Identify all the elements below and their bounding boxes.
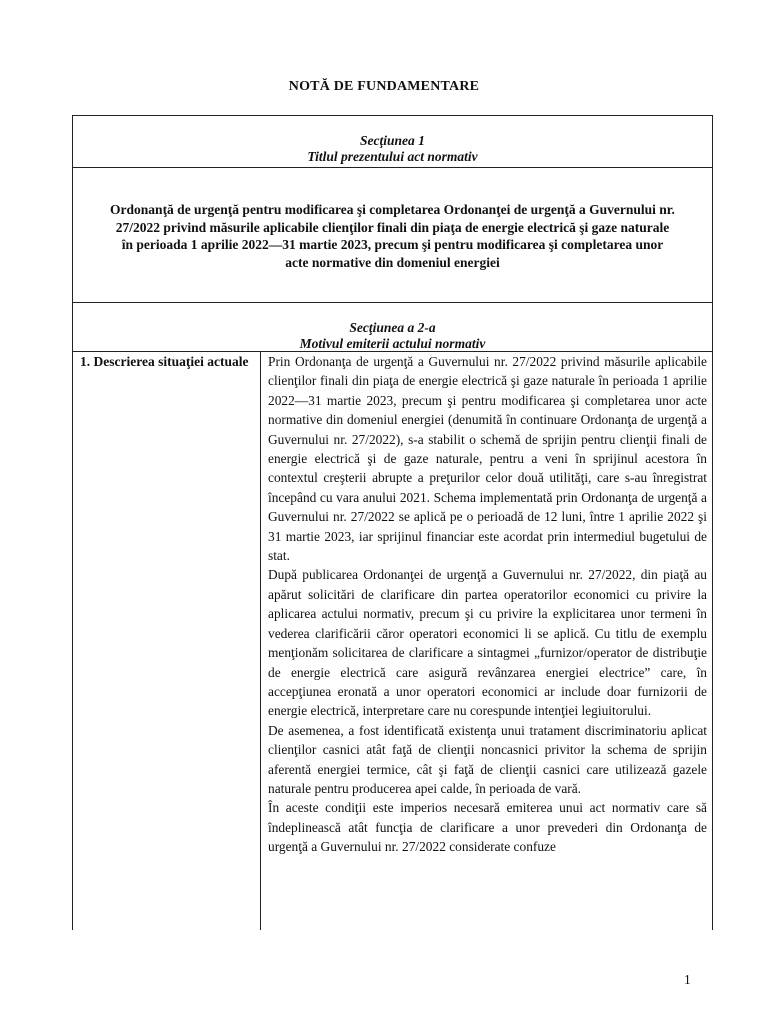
table-divider xyxy=(73,167,712,168)
document-title: NOTĂ DE FUNDAMENTARE xyxy=(288,79,480,94)
current-situation-text xyxy=(268,352,707,857)
fundamentation-table xyxy=(72,115,713,930)
paragraph: De asemenea, a fost identificată existenţa unui tratament discriminatoriu aplicat clienţilor casnici atât faţă de clienţii noncasnici privitor la schema de sprijin aferentă energiei termice, cât şi faţă de clienţii casnici care utilizează gazele naturale pentru producerea apei calde, în perioada de vară. xyxy=(268,722,707,796)
row-label-current-situation: 1. Descrierea situaţiei actuale xyxy=(80,354,249,369)
paragraph: După publicarea Ordonanţei de urgenţă a Guvernului nr. 27/2022, din piaţă au apărut solicitări de clarificare din partea operatorilor economici cu privire la aplicarea actului normativ, precum şi cu privire la explicitarea unor termeni în vederea clarificării căror operatori economici li se aplică. Cu titlu de exemplu menţionăm solicitarea de clarificare a sintagmei „furnizor/operator de distribuţie de energie electrică care asigură revânzarea energiei electrice” care, în accepţiunea eronată a unor operatori economici ar include doar furnizorii de energie electrică, interpretare care nu corespunde intenţiei legiuitorului. xyxy=(268,567,707,719)
act-title: Ordonanţă de urgenţă pentru modificarea şi completarea Ordonanţei de urgenţă a Guvernului nr. 27/2022 privind măsurile aplicabile clienţilor finali din piaţa de energie electrică şi gaze naturale în perioada 1 aprilie 2022—31 martie 2023, precum şi pentru modificarea şi completarea unor acte normative din domeniul energiei xyxy=(110,202,675,270)
paragraph: În aceste condiţii este imperios necesară emiterea unui act normativ care să îndeplinească atât funcţia de clarificare a unor prevederi din Ordonanţa de urgenţă a Guvernului nr. 27/2022 considerate confuze xyxy=(268,800,707,855)
section-1-subheading: Titlul prezentului act normativ xyxy=(307,149,478,164)
column-divider xyxy=(260,352,261,930)
paragraph: Prin Ordonanţa de urgenţă a Guvernului nr. 27/2022 privind măsurile aplicabile clienţilor finali din piaţa de energie electrică şi gaze naturale în perioada 1 aprilie 2022—31 martie 2023, precum şi pentru modificarea şi completarea unor acte normative din domeniul energiei (denumită în continuare Ordonanţa de urgenţă a Guvernului nr. 27/2022), s-a stabilit o schemă de sprijin pentru clienţii finali de energie electrică şi de gaze naturale, pentru a veni în sprijinul acestora în contextul creşterii abrupte a preţurilor celor două utilităţi, care s-au înregistrat începând cu vara anului 2021. Schema implementată prin Ordonanţa de urgenţă a Guvernului nr. 27/2022 se aplică pe o perioadă de 12 luni, între 1 aprilie 2022 şi 31 martie 2023, iar sprijinul financiar este acordat prin intermediul bugetului de stat. xyxy=(268,354,707,564)
section-2-heading: Secţiunea a 2-a xyxy=(349,320,436,335)
section-2-subheading: Motivul emiterii actului normativ xyxy=(299,336,486,351)
page-number: 1 xyxy=(684,972,691,987)
table-divider xyxy=(73,302,712,303)
section-1-heading: Secţiunea 1 xyxy=(360,133,425,148)
